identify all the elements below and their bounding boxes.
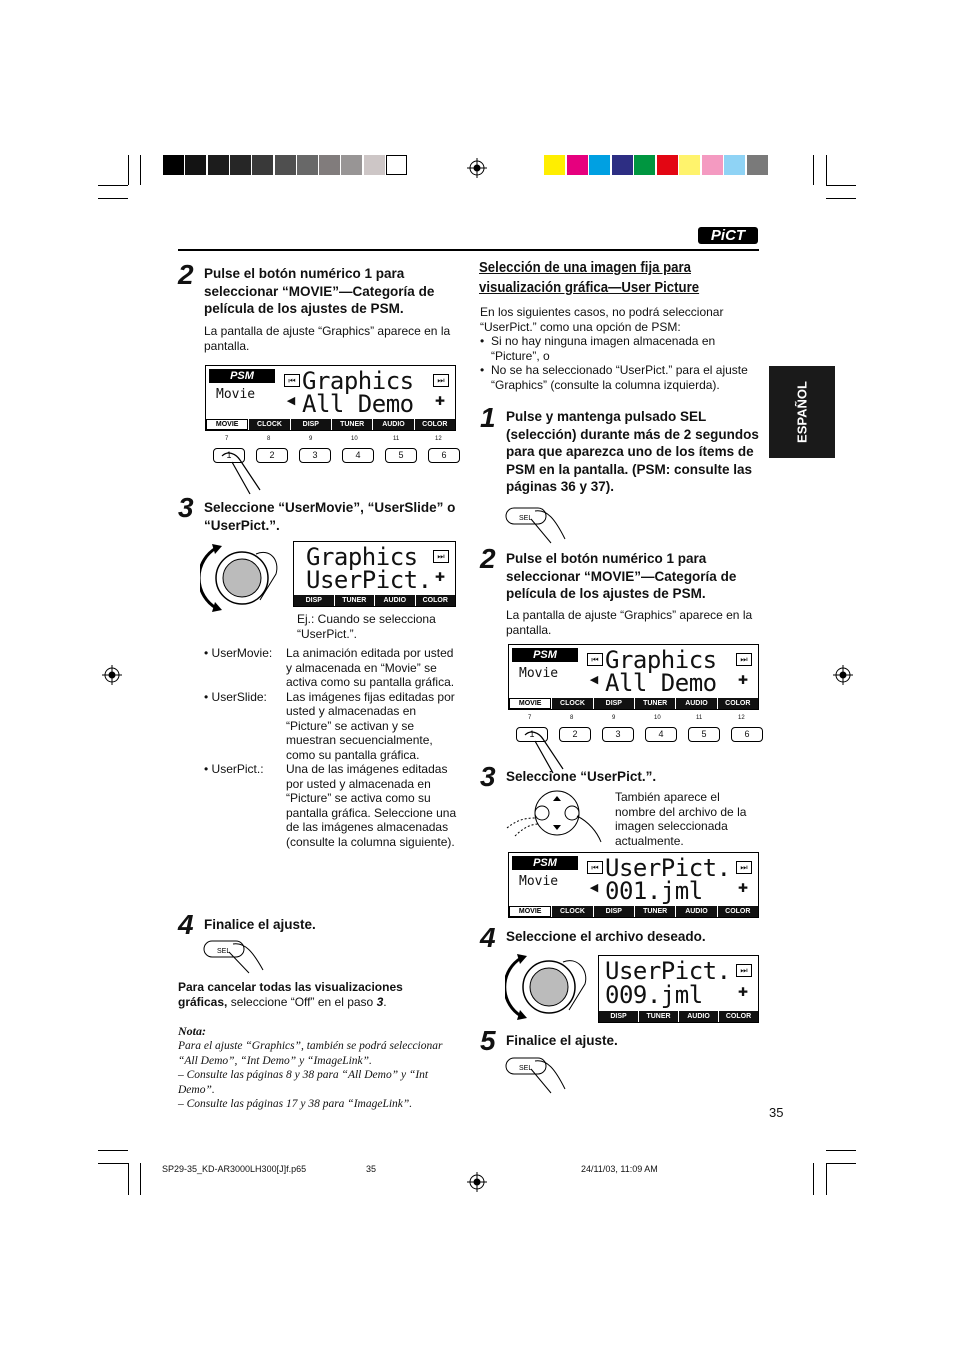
psm-badge: PSM [512,856,578,870]
crop-mark [98,1163,128,1164]
definition-term: • UserPict.: [204,762,264,776]
preset-secondary-label: 8 [570,715,574,721]
lcd-line1: Graphics [306,543,418,571]
preset-button: 6 [731,727,763,742]
crop-mark [826,155,827,185]
gray-swatch [364,155,385,175]
plus-icon: ✚ [737,881,749,895]
next-icon: ⏭ [736,964,752,977]
lcd-category: Movie [519,874,559,889]
preset-button: 3 [602,727,634,742]
example-caption: Ej.: Cuando se selecciona “UserPict.”. [297,612,436,641]
prev-icon: ⏮ [284,374,300,387]
step-body: La pantalla de ajuste “Graphics” aparece en la pantalla. [204,324,451,353]
plus-icon: ✚ [434,570,446,584]
lcd-category: Movie [519,666,559,681]
note-title: Nota: [178,1024,206,1038]
crop-mark [826,1163,856,1164]
definition-desc: Una de las imágenes editadas por usted y almacenada en “Picture” se activa como su pantalla gráfica. Seleccione una de las imágenes almacenadas (consulte la columna siguiente). [286,762,457,849]
step-title: Pulse el botón numérico 1 para seleccionar “MOVIE”—Categoría de película de los ajustes de PSM. [204,266,435,316]
preset-secondary-label: 12 [738,715,745,721]
lcd-line1: Graphics [302,367,414,395]
lcd-line2: UserPict. [306,566,432,594]
lcd-tab: COLOR [718,698,758,709]
step-number: 4 [178,909,194,940]
crop-mark [128,155,129,185]
plus-icon: ✚ [434,394,446,408]
color-swatch [634,155,655,175]
footer-page: 35 [366,1164,377,1174]
preset-secondary-label: 10 [654,715,661,721]
step-number: 2 [480,543,496,574]
preset-secondary-label: 11 [696,715,703,721]
lcd-tab: TUNER [639,1011,678,1022]
step-number: 2 [178,259,194,290]
lcd-tab: MOVIE [509,698,551,709]
lcd-tab: TUNER [332,419,372,430]
lcd-tab: AUDIO [676,698,716,709]
preset-secondary-label: 12 [435,436,442,442]
psm-badge: PSM [512,648,578,662]
preset-secondary-label: 7 [225,436,229,442]
gray-swatch [319,155,340,175]
note-item: – Consulte las páginas 8 y 38 para “All Demo” y “Int Demo”. [178,1069,429,1096]
crop-mark [140,1163,141,1195]
preset-button: 1 [213,448,245,463]
color-swatch [747,155,768,175]
pressing-finger-icon [220,450,265,495]
color-swatch [589,155,610,175]
gray-swatch [252,155,273,175]
crop-mark [826,185,856,186]
preset-button: 4 [645,727,677,742]
next-icon: ⏭ [736,653,752,666]
definition-term: • UserSlide: [204,689,267,704]
gray-swatch [341,155,362,175]
lcd-display [508,644,759,710]
pict-logo: PiCT [698,227,758,244]
lcd-tab: DISP [294,595,334,606]
lcd-display [205,365,456,431]
gray-swatch [297,155,318,175]
preset-secondary-labels [528,715,780,721]
preset-button: 2 [256,448,288,463]
condition-item: • No se ha seleccionado “UserPict.” para el ajuste “Graphics” (consulte la columna izquierda). [480,363,760,392]
lcd-tabs [294,595,455,606]
color-swatch [702,155,723,175]
plus-icon: ✚ [737,673,749,687]
lcd-tab: CLOCK [552,698,592,709]
step-number: 3 [178,492,194,523]
crop-mark [98,198,128,199]
gray-swatch [163,155,184,175]
step-title: Seleccione “UserMovie”, “UserSlide” o “UserPict.”. [204,500,456,533]
lcd-tab: MOVIE [206,419,248,430]
sel-button-icon [505,1055,570,1095]
lcd-line1: Graphics [605,646,717,674]
lcd-display [598,955,759,1023]
registration-target-icon [833,665,853,685]
color-swatch [657,155,678,175]
crop-mark [140,155,141,185]
color-swatch [612,155,633,175]
gray-swatch [185,155,206,175]
preset-secondary-label: 11 [393,436,400,442]
cancel-bold: Para cancelar todas las visualizaciones gráficas, [178,980,403,1009]
intro-text: En los siguientes casos, no podrá seleccionar “UserPict.” como una opción de PSM: [480,305,724,334]
lcd-category: Movie [216,387,256,402]
step-body: La pantalla de ajuste “Graphics” aparece en la pantalla. [506,608,753,637]
crop-mark [813,155,814,185]
step-note: También aparece el nombre del archivo de la imagen seleccionada actualmente. [615,790,747,848]
lcd-tab: TUNER [635,906,675,917]
definitions-list [204,646,459,849]
gray-swatch [275,155,296,175]
condition-text: Si no hay ninguna imagen almacenada en “Picture”, o [491,334,716,363]
page-number: 35 [769,1105,784,1120]
definition-desc: Las imágenes fijas editadas por usted y almacenadas en “Picture” se activan y se muestran secuencialmente, como su pantalla gráfica. [286,689,455,762]
step-title: Finalice el ajuste. [506,1033,618,1048]
crop-mark [826,1150,856,1151]
step-number: 1 [480,402,496,433]
color-swatch [679,155,700,175]
minus-icon: ◀ [589,674,599,686]
language-label: ESPAÑOL [794,381,810,443]
definition-term: • UserMovie: [204,646,273,660]
preset-secondary-labels [225,436,477,442]
lcd-tabs [509,906,758,917]
control-dial-icon [505,952,595,1027]
minus-icon: ◀ [286,395,296,407]
gray-swatch [208,155,229,175]
registration-target-icon [467,1172,487,1192]
lcd-line1: UserPict. [605,854,731,882]
lcd-tab: DISP [594,906,634,917]
language-tab [769,366,835,458]
lcd-display [508,852,759,918]
registration-target-icon [102,665,122,685]
condition-text: No se ha seleccionado “UserPict.” para el ajuste “Graphics” (consulte la columna izquierda). [491,363,748,392]
lcd-tab: TUNER [335,595,375,606]
cancel-step: 3 [376,994,384,1009]
sel-label: SEL [519,1065,533,1072]
preset-secondary-label: 10 [351,436,358,442]
definition-row [204,690,459,763]
step-title: Pulse el botón numérico 1 para seleccionar “MOVIE”—Categoría de película de los ajustes de PSM. [506,551,737,601]
lcd-tab: MOVIE [509,906,551,917]
sel-label: SEL [519,515,533,522]
crop-mark [98,1150,128,1151]
crop-mark [826,198,856,199]
definition-desc: La animación editada por usted y almacenada en “Movie” se activa como su pantalla gráfica. [286,646,455,689]
definition-row [204,762,459,849]
next-icon: ⏭ [736,861,752,874]
condition-item: • Si no hay ninguna imagen almacenada en “Picture”, o [480,334,760,363]
step-title: Seleccione el archivo deseado. [506,929,706,944]
lcd-tab: AUDIO [676,906,716,917]
section-heading: Selección de una imagen fija para visualización gráfica—User Picture [479,259,700,296]
sel-button-icon [203,938,268,974]
definition-row [204,646,459,690]
control-dial-icon [200,540,285,620]
lcd-tab: COLOR [416,595,456,606]
lcd-tab: CLOCK [552,906,592,917]
lcd-tab: COLOR [719,1011,758,1022]
step-number: 4 [480,922,496,953]
psm-badge: PSM [209,369,275,383]
preset-secondary-label: 9 [309,436,313,442]
preset-button: 5 [688,727,720,742]
color-swatch [567,155,588,175]
next-icon: ⏭ [433,374,449,387]
lcd-tabs [509,698,758,709]
color-swatch [544,155,565,175]
lcd-line2: All Demo [302,390,414,418]
footer-date: 24/11/03, 11:09 AM [581,1164,658,1174]
direction-pad-icon [505,788,610,843]
lcd-tab: DISP [594,698,634,709]
preset-button: 1 [516,727,548,742]
prev-icon: ⏮ [587,653,603,666]
preset-button: 4 [342,448,374,463]
plus-icon: ✚ [737,985,749,999]
preset-button: 5 [385,448,417,463]
preset-secondary-label: 9 [612,715,616,721]
step-title: Pulse y mantenga pulsado SEL (selección) durante más de 2 segundos para que aparezca uno de los ítems de PSM en la pantalla. (PSM: consulte las páginas 36 y 37). [506,409,759,494]
lcd-line1: UserPict. [605,957,731,985]
lcd-tab: TUNER [635,698,675,709]
lcd-tabs [206,419,455,430]
next-icon: ⏭ [433,550,449,563]
cancel-paragraph: Para cancelar todas las visualizaciones gráficas, seleccione “Off” en el paso 3. [178,980,403,1009]
preset-button: 3 [299,448,331,463]
lcd-line2: 009.jml [605,981,703,1009]
lcd-line2: 001.jml [605,877,703,905]
prev-icon: ⏮ [587,861,603,874]
lcd-tab: DISP [599,1011,638,1022]
cancel-text: seleccione “Off” en el paso [227,994,377,1009]
lcd-tab: DISP [291,419,331,430]
gray-swatch [386,155,407,175]
lcd-line2: All Demo [605,669,717,697]
step-title: Seleccione “UserPict.”. [506,769,657,784]
lcd-tab: COLOR [718,906,758,917]
lcd-tab: COLOR [415,419,455,430]
lcd-tab: AUDIO [375,595,415,606]
condition-list [480,334,760,392]
note-item: – Consulte las páginas 17 y 38 para “ImageLink”. [178,1098,413,1110]
preset-button: 6 [428,448,460,463]
step-number: 5 [480,1025,496,1056]
crop-mark [128,1163,129,1195]
note-body: Para el ajuste “Graphics”, también se podrá seleccionar “All Demo”, “Int Demo” y “ImageLink”. [178,1040,443,1067]
preset-secondary-label: 7 [528,715,532,721]
step-number: 3 [480,761,496,792]
color-swatch [724,155,745,175]
preset-secondary-label: 8 [267,436,271,442]
step-title: Finalice el ajuste. [204,917,316,932]
sel-button-icon [505,505,570,545]
footer-file: SP29-35_KD-AR3000LH300[J]f.p65 [162,1164,307,1174]
lcd-tabs [599,1011,758,1022]
crop-mark [813,1163,814,1195]
gray-swatch [230,155,251,175]
lcd-tab: AUDIO [679,1011,718,1022]
lcd-tab: AUDIO [373,419,413,430]
minus-icon: ◀ [589,882,599,894]
crop-mark [826,1163,827,1195]
sel-label: SEL [217,948,231,955]
crop-mark [98,185,128,186]
lcd-tab: CLOCK [249,419,289,430]
registration-target-icon [467,158,487,178]
header-rule [178,249,759,251]
lcd-display [293,541,456,607]
preset-button: 2 [559,727,591,742]
